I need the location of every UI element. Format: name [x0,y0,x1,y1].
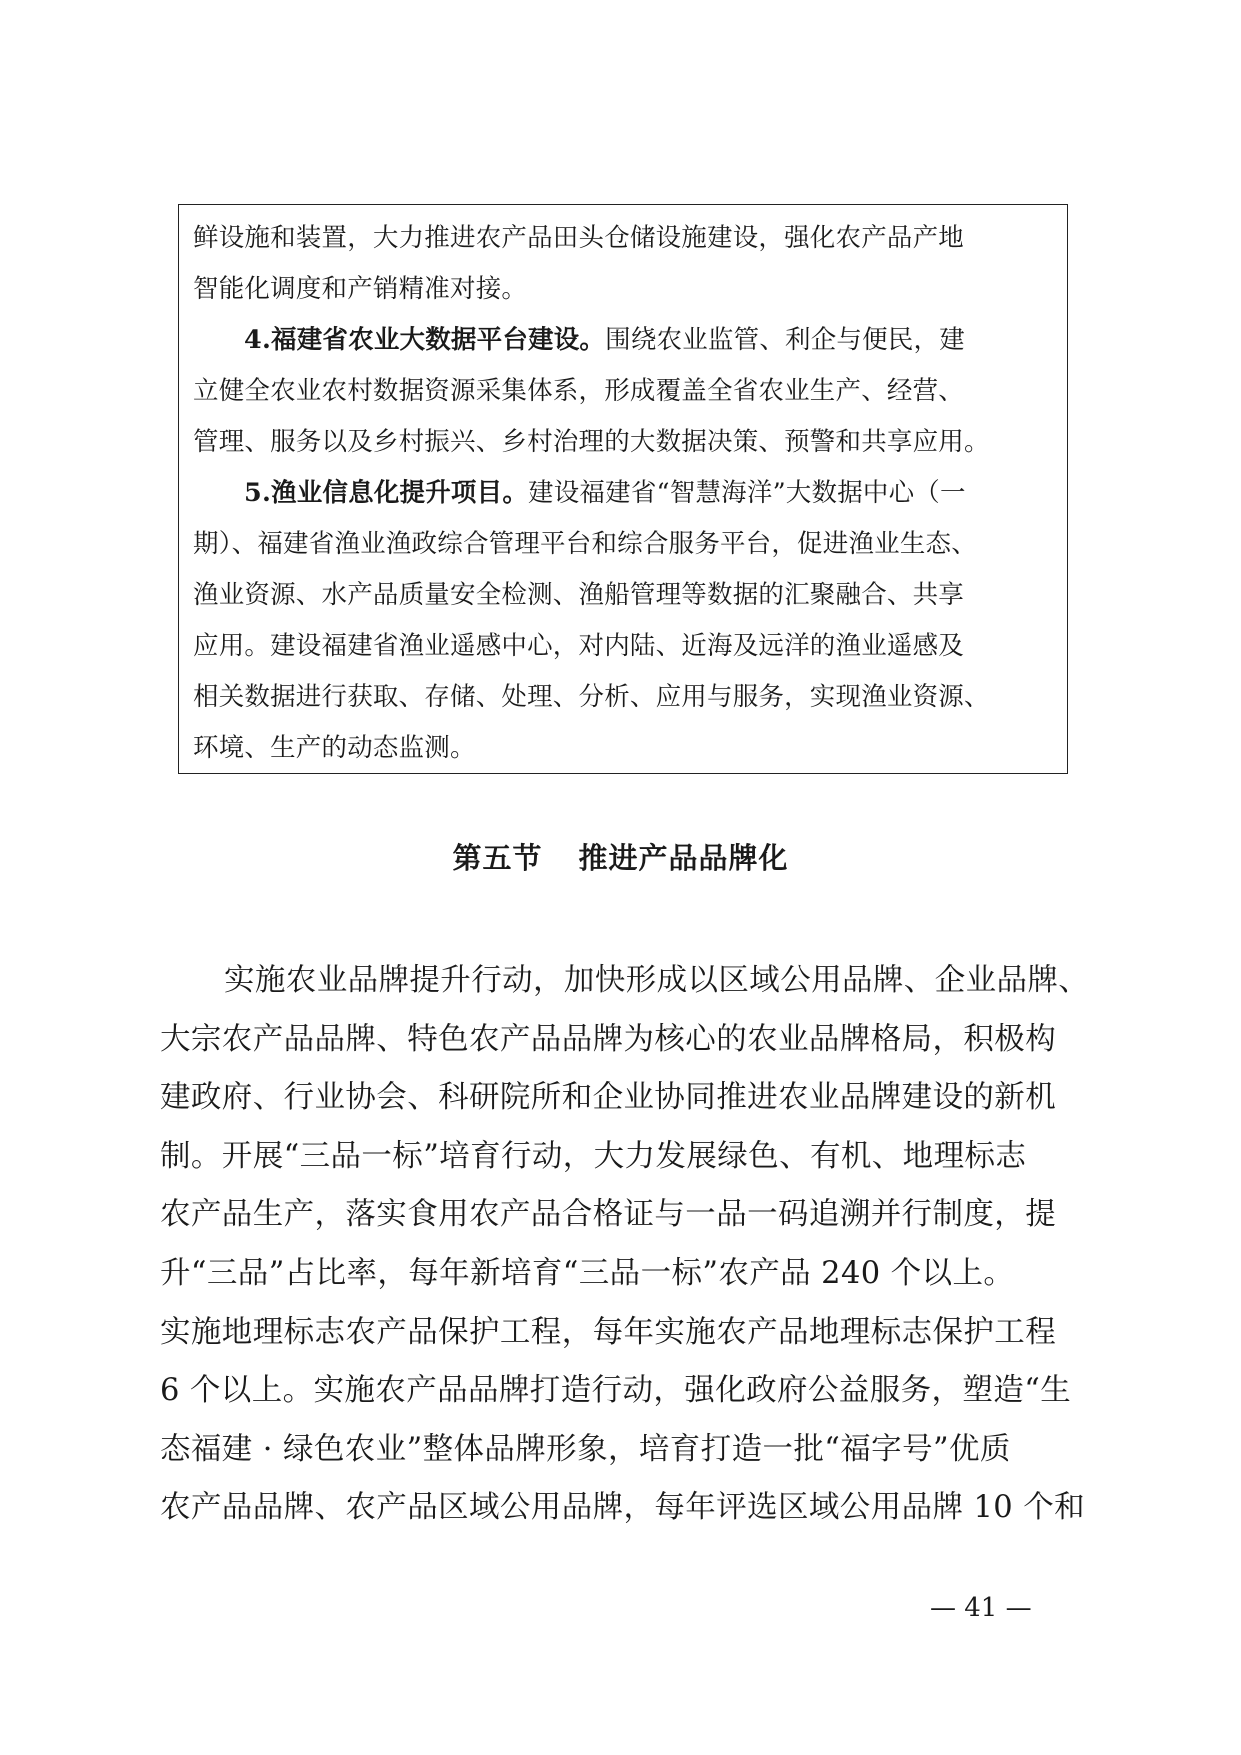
body-line: 农产品生产，落实食用农产品合格证与一品一码追溯并行制度，提 [160,1197,1057,1233]
page-number: — 41 — [930,1593,1032,1623]
section-heading [0,838,1241,878]
item-5-title: 5.渔业信息化提升项目。 [244,478,529,508]
section-title: 推进产品品牌化 [578,841,789,875]
body-line: 6 个以上。实施农产品品牌打造行动，强化政府公益服务，塑造“生 [160,1373,1072,1409]
box-line: 立健全农业农村数据资源采集体系，形成覆盖全省农业生产、经营、 [193,376,965,406]
section-number: 第五节 [452,841,543,875]
body-line: 升“三品”占比率，每年新培育“三品一标”农产品 240 个以上。 [160,1255,1015,1291]
body-paragraph [160,952,1090,1538]
item-5-text: 建设福建省“智慧海洋”大数据中心（一 [528,478,966,508]
body-line: 制。开展“三品一标”培育行动，大力发展绿色、有机、地理标志 [160,1138,1027,1174]
box-line [193,315,1053,366]
box-line: 环境、生产的动态监测。 [193,733,476,763]
body-line: 态福建 · 绿色农业”整体品牌形象，培育打造一批“福字号”优质 [160,1431,1011,1467]
box-line: 期）、福建省渔业渔政综合管理平台和综合服务平台，促进渔业生态、 [193,529,977,559]
box-line: 管理、服务以及乡村振兴、乡村治理的大数据决策、预警和共享应用。 [193,427,990,457]
box-paragraph-continued [193,213,1053,315]
box-item-4 [193,315,1053,468]
body-line: 农产品品牌、农产品区域公用品牌，每年评选区域公用品牌 10 个和 [160,1490,1085,1526]
project-box [178,204,1068,774]
item-4-title: 4.福建省农业大数据平台建设。 [244,325,606,355]
body-line: 建政府、行业协会、科研院所和企业协同推进农业品牌建设的新机 [160,1080,1057,1116]
box-line: 鲜设施和装置，大力推进农产品田头仓储设施建设，强化农产品产地 [193,223,965,253]
box-line: 相关数据进行获取、存储、处理、分析、应用与服务，实现渔业资源、 [193,682,990,712]
box-line: 应用。建设福建省渔业遥感中心，对内陆、近海及远洋的渔业遥感及 [193,631,965,661]
body-line: 实施农业品牌提升行动，加快形成以区域公用品牌、企业品牌、 [224,963,1090,998]
body-line: 大宗农产品品牌、特色农产品品牌为核心的农业品牌格局，积极构 [160,1021,1057,1057]
body-line: 实施地理标志农产品保护工程，每年实施农产品地理标志保护工程 [160,1314,1057,1350]
box-item-5 [193,468,1053,774]
box-line: 渔业资源、水产品质量安全检测、渔船管理等数据的汇聚融合、共享 [193,580,965,610]
box-line [193,468,1053,519]
item-4-text: 围绕农业监管、利企与便民，建 [605,325,965,355]
box-line: 智能化调度和产销精准对接。 [193,274,528,304]
